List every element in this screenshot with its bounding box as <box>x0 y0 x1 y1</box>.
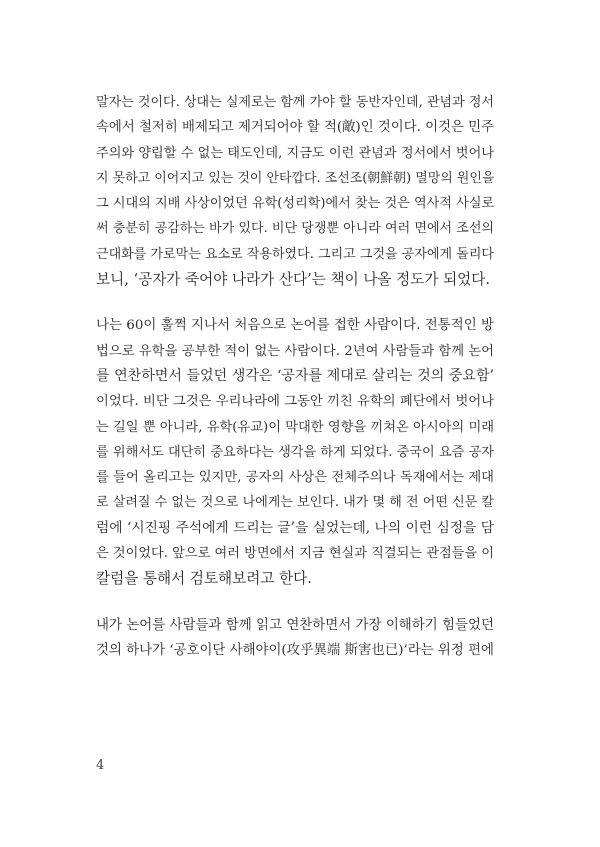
text-line: 그 시대의 지배 사상이었던 유학(성리학)에서 찾는 것은 역사적 사실로 <box>96 196 494 212</box>
text-line: 말자는 것이다. 상대는 실제로는 함께 가야 할 동반자인데, 관념과 정서 <box>96 95 494 110</box>
text-line: 법으로 유학을 공부한 적이 없는 사람이다. 2년여 사람들과 함께 논어 <box>96 343 494 359</box>
text-line: 칼럼을 통해서 검토해보려고 한다. <box>96 570 312 588</box>
text-line: 지 못하고 이어지고 있는 것이 안타깝다. 조선조(朝鮮朝) 멸망의 원인을 <box>96 170 494 186</box>
text-line: 를 들어 올리고는 있지만, 공자의 사상은 전체주의나 독재에서는 제대 <box>96 470 494 486</box>
text-line: 속에서 철저히 배제되고 제거되어야 할 적(敵)인 것이다. 이것은 민주 <box>96 120 494 136</box>
text-line: 주의와 양립할 수 없는 태도인데, 지금도 이런 관념과 정서에서 벗어나 <box>96 145 494 161</box>
text-line: 내가 논어를 사람들과 함께 읽고 연찬하면서 가장 이해하기 힘들었던 <box>96 617 494 633</box>
text-line: 는 길일 뿐 아니라, 유학(유교)이 막대한 영향을 끼쳐온 아시아의 미래 <box>96 419 494 435</box>
text-line: 근대화를 가로막는 요소로 작용하였다. 그리고 그것을 공자에게 돌리다 <box>96 246 494 262</box>
paragraph-1 <box>96 90 494 292</box>
paragraph-spacer <box>96 292 494 313</box>
text-line: 를 연찬하면서 들었던 생각은 ‘공자를 제대로 살리는 것의 중요함’ <box>96 367 494 384</box>
text-line: 것의 하나가 ‘공호이단 사해야이(攻乎異端 斯害也已)’라는 위정 편에 <box>96 642 494 658</box>
body-text <box>96 90 494 663</box>
paragraph-3 <box>96 613 494 664</box>
text-line: 써 충분히 공감하는 바가 있다. 비단 당쟁뿐 아니라 여러 면에서 조선의 <box>96 221 494 237</box>
text-line: 럼에 ‘시진핑 주석에게 드리는 글’을 실었는데, 나의 이런 심정을 담 <box>96 519 494 536</box>
text-line: 이었다. 비단 그것은 우리나라에 그동안 끼친 유학의 폐단에서 벗어나 <box>96 394 494 410</box>
paragraph-2 <box>96 313 494 591</box>
page-number: 4 <box>96 758 105 773</box>
text-line: 를 위해서도 대단히 중요하다는 생각을 하게 되었다. 중국이 요즘 공자 <box>96 444 494 460</box>
text-line: 보니, ‘공자가 죽어야 나라가 산다’는 책이 나올 정도가 되었다. <box>96 271 491 289</box>
paragraph-spacer <box>96 592 494 613</box>
text-line: 은 것이었다. 앞으로 여러 방면에서 지금 현실과 직결되는 관점들을 이 <box>96 546 494 562</box>
text-line: 나는 60이 훌쩍 지나서 처음으로 논어를 접한 사람이다. 전통적인 방 <box>96 318 494 334</box>
text-line: 로 살려질 수 없는 것으로 나에게는 보인다. 내가 몇 해 전 어떤 신문 칼 <box>96 495 494 511</box>
